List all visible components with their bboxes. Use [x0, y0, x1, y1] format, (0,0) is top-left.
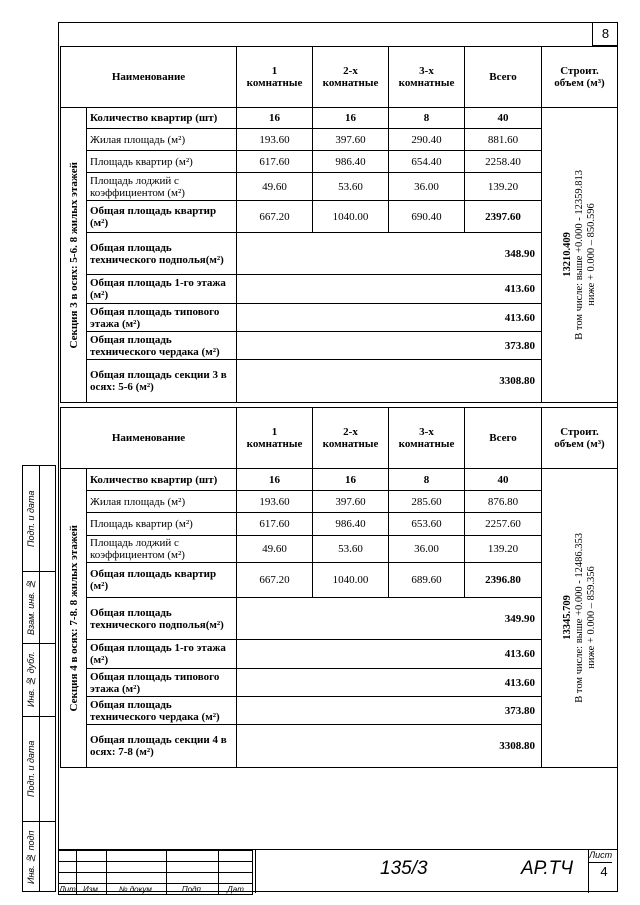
top-page-number: 8 [592, 22, 618, 46]
row-label: Жилая площадь (м²) [87, 491, 237, 513]
table-row [61, 513, 618, 536]
summary-value: 348.90 [237, 233, 542, 275]
title-divider [255, 850, 256, 893]
summary-value: 413.60 [237, 640, 542, 669]
header-volume: Строит. объем (м³) [542, 47, 618, 108]
summary-label: Общая площадь технического подполья(м²) [87, 233, 237, 275]
value-3room: 36.00 [389, 536, 465, 563]
value-3room: 285.60 [389, 491, 465, 513]
header-name: Наименование [61, 47, 237, 108]
summary-row [61, 640, 618, 669]
value-2room: 986.40 [313, 513, 389, 536]
title-block [58, 849, 618, 892]
sheet-label: Лист [589, 850, 612, 863]
strip-label: Подп. и дата [26, 490, 36, 547]
summary-value: 349.90 [237, 598, 542, 640]
value-2room: 397.60 [313, 491, 389, 513]
title-col-label: Подп. [167, 884, 219, 895]
strip-label: Взам. инв. № [26, 579, 36, 635]
summary-row [61, 304, 618, 332]
left-stamp-strip [22, 465, 56, 892]
value-3room: 654.40 [389, 151, 465, 173]
summary-row [61, 233, 618, 275]
summary-value: 373.80 [237, 332, 542, 360]
header-3room: 3-х комнатные [389, 408, 465, 469]
value-total: 2396.80 [465, 563, 542, 598]
strip-label: Подп. и дата [26, 740, 36, 797]
value-3room: 690.40 [389, 201, 465, 233]
summary-row [61, 275, 618, 304]
table-row [61, 108, 618, 129]
row-label: Площадь квартир (м²) [87, 513, 237, 536]
value-total: 139.20 [465, 173, 542, 201]
sheet-number: 4 [600, 864, 608, 879]
value-2room: 1040.00 [313, 201, 389, 233]
summary-row [61, 697, 618, 725]
row-label: Площадь квартир (м²) [87, 151, 237, 173]
summary-label: Общая площадь секции 3 в осях: 5-6 (м²) [87, 360, 237, 403]
table-row [61, 563, 618, 598]
sheet-cell [588, 850, 619, 893]
table-row [61, 469, 618, 491]
summary-label: Общая площадь технического чердака (м²) [87, 332, 237, 360]
value-1room: 193.60 [237, 491, 313, 513]
value-total: 2258.40 [465, 151, 542, 173]
strip-label: Инв. № дубл. [26, 651, 36, 708]
table-row [61, 491, 618, 513]
header-total: Всего [465, 47, 542, 108]
value-2room: 53.60 [313, 536, 389, 563]
summary-row [61, 360, 618, 403]
row-label: Количество квартир (шт) [87, 108, 237, 129]
value-2room: 16 [313, 469, 389, 491]
value-total: 40 [465, 108, 542, 129]
value-1room: 667.20 [237, 201, 313, 233]
header-1room: 1 комнатные [237, 47, 313, 108]
title-col-label: Лит [59, 884, 76, 894]
row-label: Жилая площадь (м²) [87, 129, 237, 151]
header-1room: 1 комнатные [237, 408, 313, 469]
table-row [61, 536, 618, 563]
summary-label: Общая площадь 1-го этажа (м²) [87, 640, 237, 669]
document-number: 135/3 [380, 858, 428, 879]
row-label: Общая площадь квартир (м²) [87, 563, 237, 598]
value-3room: 689.60 [389, 563, 465, 598]
summary-label: Общая площадь типового этажа (м²) [87, 669, 237, 697]
value-2room: 397.60 [313, 129, 389, 151]
summary-label: Общая площадь технического подполья(м²) [87, 598, 237, 640]
value-total: 40 [465, 469, 542, 491]
section-4-table [60, 407, 618, 768]
value-1room: 49.60 [237, 536, 313, 563]
value-3room: 36.00 [389, 173, 465, 201]
summary-label: Общая площадь 1-го этажа (м²) [87, 275, 237, 304]
revision-grid [58, 850, 253, 895]
summary-value: 3308.80 [237, 360, 542, 403]
value-1room: 667.20 [237, 563, 313, 598]
summary-row [61, 598, 618, 640]
value-1room: 193.60 [237, 129, 313, 151]
value-3room: 8 [389, 108, 465, 129]
value-total: 2397.60 [465, 201, 542, 233]
volume-cell: 13345.709 В том числе: выше +0.000 - 12486.353 ниже + 0.000 – 859.356 [542, 469, 618, 768]
header-3room: 3-х комнатные [389, 47, 465, 108]
summary-value: 373.80 [237, 697, 542, 725]
summary-value: 3308.80 [237, 725, 542, 768]
table-row [61, 129, 618, 151]
header-volume: Строит. объем (м³) [542, 408, 618, 469]
value-3room: 290.40 [389, 129, 465, 151]
document-code: АР.ТЧ [521, 858, 574, 879]
section-3-table [60, 46, 618, 403]
summary-row [61, 669, 618, 697]
summary-label: Общая площадь технического чердака (м²) [87, 697, 237, 725]
value-1room: 16 [237, 108, 313, 129]
value-3room: 8 [389, 469, 465, 491]
section-title: Секция 3 в осях: 5-6. 8 жилых этажей [61, 108, 87, 403]
value-total: 2257.60 [465, 513, 542, 536]
value-1room: 617.60 [237, 513, 313, 536]
header-name: Наименование [61, 408, 237, 469]
header-2room: 2-х комнатные [313, 47, 389, 108]
strip-label: Инв. № подп [26, 830, 36, 884]
table-row [61, 173, 618, 201]
row-label: Площадь лоджий с коэффициентом (м²) [87, 536, 237, 563]
summary-value: 413.60 [237, 304, 542, 332]
title-col-label: Изм. [77, 884, 107, 895]
header-2room: 2-х комнатные [313, 408, 389, 469]
value-total: 139.20 [465, 536, 542, 563]
summary-label: Общая площадь типового этажа (м²) [87, 304, 237, 332]
summary-label: Общая площадь секции 4 в осях: 7-8 (м²) [87, 725, 237, 768]
value-2room: 16 [313, 108, 389, 129]
row-label: Количество квартир (шт) [87, 469, 237, 491]
value-total: 881.60 [465, 129, 542, 151]
title-col-label: № докум. [107, 884, 167, 895]
value-2room: 1040.00 [313, 563, 389, 598]
table-row [61, 201, 618, 233]
row-label: Общая площадь квартир (м²) [87, 201, 237, 233]
summary-row [61, 332, 618, 360]
table-row [61, 151, 618, 173]
value-2room: 53.60 [313, 173, 389, 201]
value-2room: 986.40 [313, 151, 389, 173]
value-total: 876.80 [465, 491, 542, 513]
value-1room: 16 [237, 469, 313, 491]
section-title: Секция 4 в осях: 7-8. 8 жилых этажей [61, 469, 87, 768]
summary-value: 413.60 [237, 669, 542, 697]
value-1room: 617.60 [237, 151, 313, 173]
row-label: Площадь лоджий с коэффициентом (м²) [87, 173, 237, 201]
value-1room: 49.60 [237, 173, 313, 201]
value-3room: 653.60 [389, 513, 465, 536]
summary-row [61, 725, 618, 768]
header-total: Всего [465, 408, 542, 469]
summary-value: 413.60 [237, 275, 542, 304]
volume-cell: 13210.409 В том числе: выше +0.000 - 12359.813 ниже + 0.000 – 850.596 [542, 108, 618, 403]
title-col-label: Дат [219, 884, 253, 895]
